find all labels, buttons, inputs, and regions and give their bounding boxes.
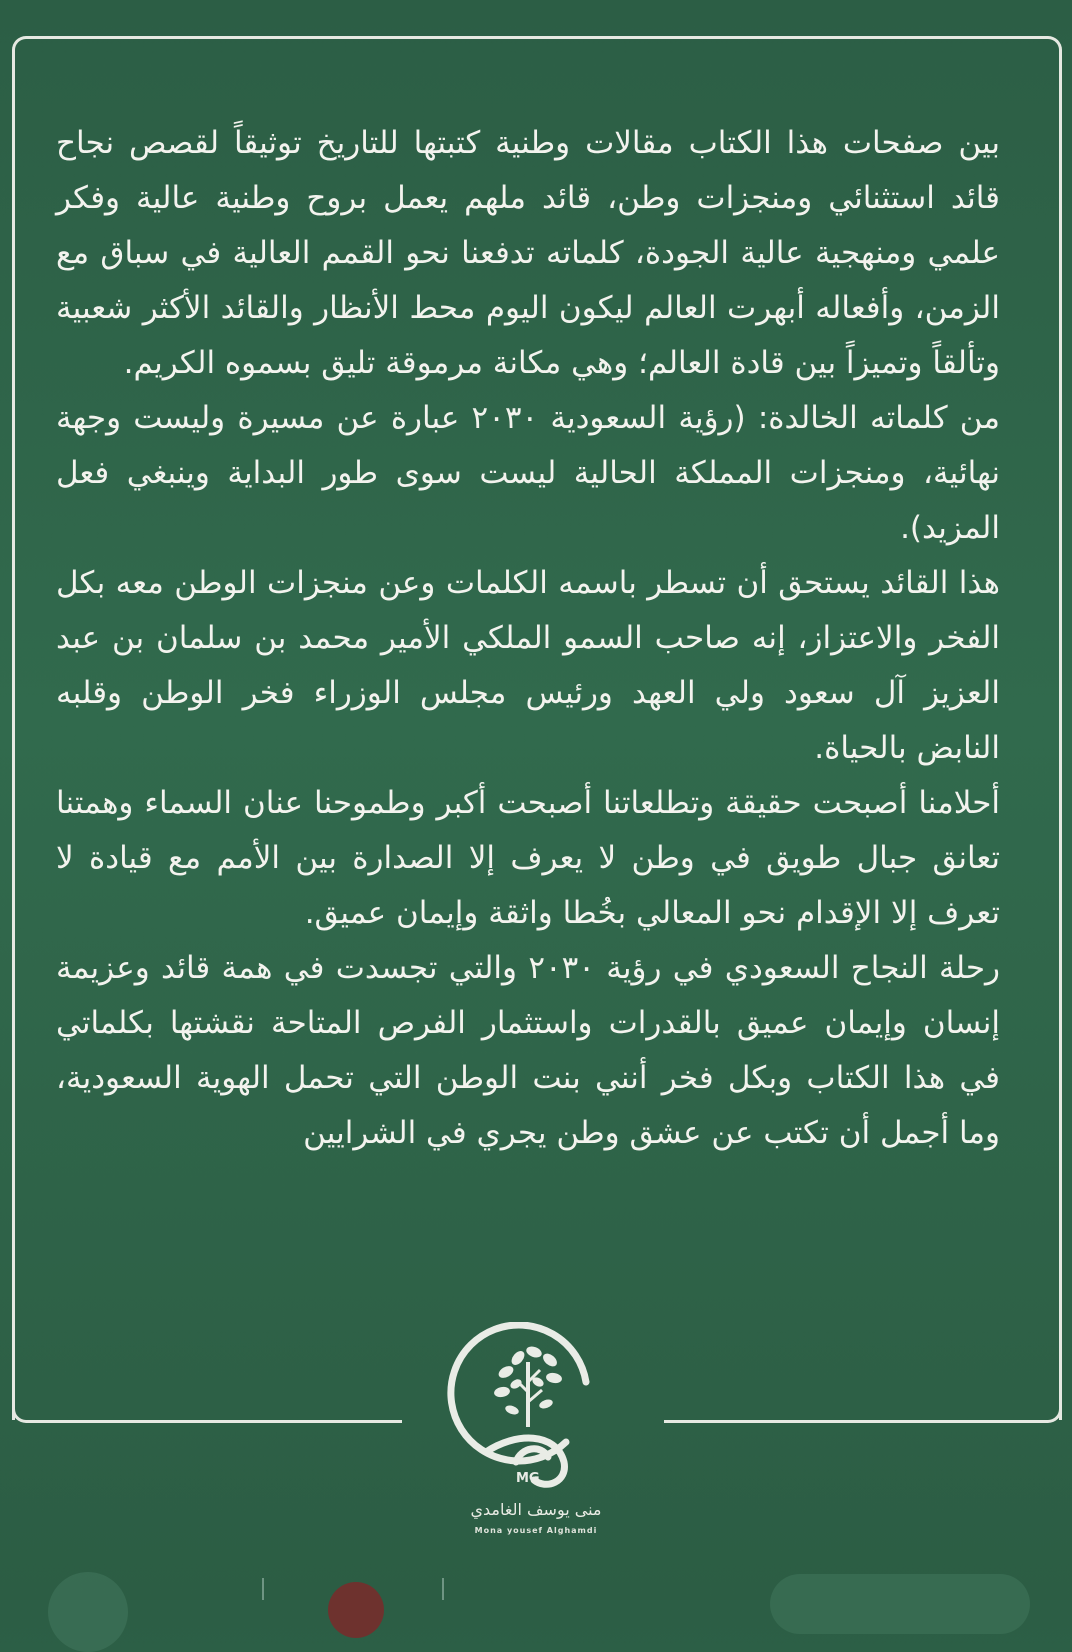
page-frame-bottom-right — [664, 1405, 1062, 1423]
author-name-arabic: منى يوسف الغامدي — [470, 1500, 602, 1519]
paragraph-intro: بين صفحات هذا الكتاب مقالات وطنية كتبتها للتاريخ توثيقاً لقصص نجاح قائد استثنائي ومنجزات وطن، قائد ملهم يعمل بروح وطنية عالية وفكر علمي ومنهجية عالية الجودة، كلماته تدفعنا نحو القمم العالية في سباق مع الزمن، وأفعاله أبهرت العالم ليكون اليوم محط الأنظار والقائد الأكثر شعبية وتألقاً وتميزاً بين قادة العالم؛ وهي مكانة مرموقة تليق بسموه الكريم. — [56, 125, 1000, 381]
paragraph-journey: رحلة النجاح السعودي في رؤية ٢٠٣٠ والتي تجسدت في همة قائد وعزيمة إنسان وإيمان عميق بالقدرات واستثمار الفرص المتاحة نقشتها بكلماتي في هذا الكتاب وبكل فخر أنني بنت الوطن التي تحمل الهوية السعودية، وما أجمل أن تكتب عن عشق وطن يجري في الشرايين — [56, 950, 1001, 1151]
paragraph-dreams: أحلامنا أصبحت حقيقة وتطلعاتنا أصبحت أكبر وطموحنا عنان السماء وهمتنا تعانق جبال طويق في وطن لا يعرف إلا الصدارة بين الأمم مع قيادة لا تعرف إلا الإقدام نحو المعالي بخُطا واثقة وإيمان عميق. — [56, 785, 1000, 931]
page-frame-bottom-left — [12, 1405, 402, 1423]
toolbar-divider — [262, 1578, 264, 1600]
article-text — [56, 116, 1000, 1161]
toolbar-divider — [442, 1578, 444, 1600]
logo-monogram: MG — [516, 1471, 540, 1486]
toolbar-right-button[interactable] — [770, 1574, 1030, 1634]
toolbar-left-button[interactable] — [48, 1572, 128, 1652]
author-name-english: Mona yousef Alghamdi — [474, 1526, 598, 1535]
paragraph-quote: من كلماته الخالدة: (رؤية السعودية ٢٠٣٠ عبارة عن مسيرة وليست وجهة نهائية، ومنجزات المملكة الحالية ليست سوى طور البداية وينبغي فعل المزيد). — [56, 400, 1000, 546]
bottom-toolbar — [0, 1566, 1072, 1600]
paragraph-leader: هذا القائد يستحق أن تسطر باسمه الكلمات وعن منجزات الوطن معه بكل الفخر والاعتزاز، إنه صاحب السمو الملكي الأمير محمد بن سلمان بن عبد العزيز آل سعود ولي العهد ورئيس مجلس الوزراء فخر الوطن وقلبه النابض بالحياة. — [56, 565, 1000, 766]
avatar[interactable] — [328, 1582, 384, 1638]
tree-logo-icon — [446, 1322, 610, 1492]
